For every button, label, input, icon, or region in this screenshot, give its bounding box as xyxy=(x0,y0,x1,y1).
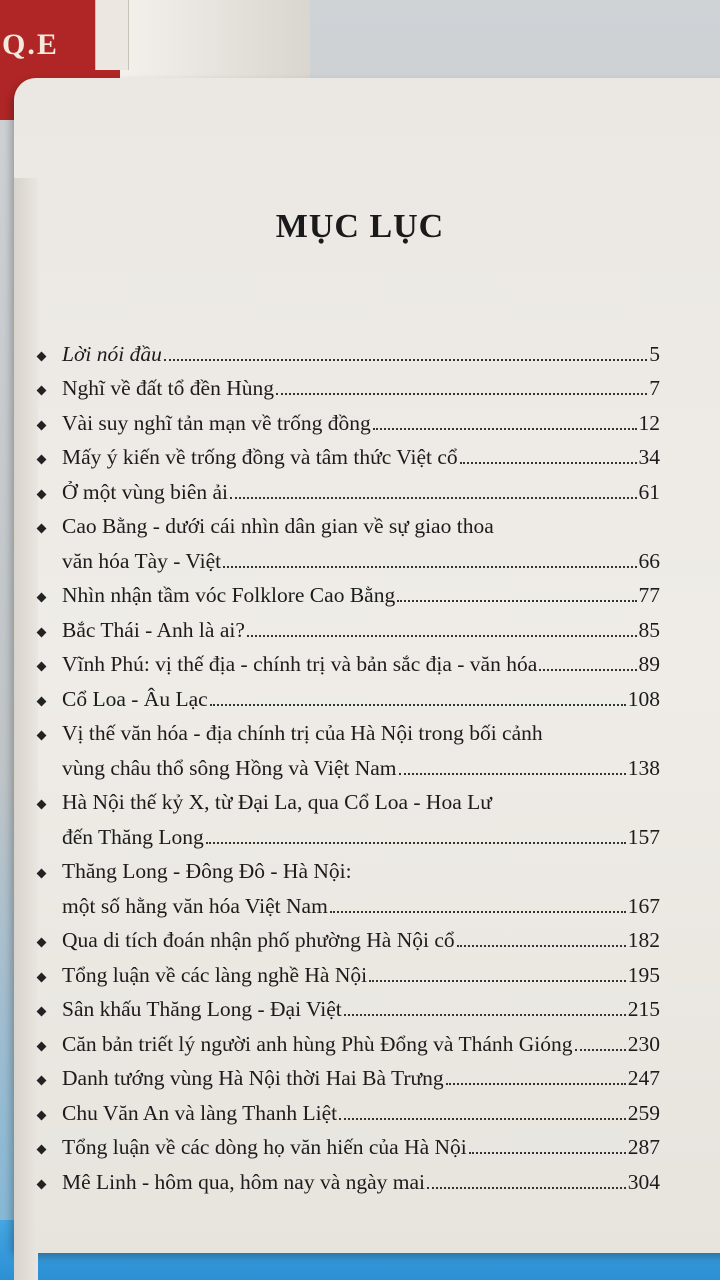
dot-leader xyxy=(460,462,637,464)
toc-page-number: 77 xyxy=(638,583,660,607)
toc-page-number: 304 xyxy=(627,1169,660,1194)
toc-page-number: 287 xyxy=(627,1135,660,1159)
diamond-bullet-icon xyxy=(37,662,47,672)
page-title: MỤC LỤC xyxy=(275,208,445,245)
toc-entry-title: Lời nói đầu xyxy=(62,341,162,366)
toc-entry-continuation xyxy=(38,746,660,781)
table-of-contents xyxy=(38,332,660,1195)
toc-entry-title-continued: văn hóa Tày - Việt xyxy=(62,548,222,573)
toc-page-number: 230 xyxy=(627,1031,660,1056)
toc-entry-title: Căn bản triết lý người anh hùng Phù Đổng và Thánh Gióng xyxy=(62,1031,573,1056)
toc-entry xyxy=(38,850,660,885)
toc-entry-title: Nhìn nhận tầm vóc Folklore Cao Bằng xyxy=(62,583,396,607)
diamond-bullet-icon xyxy=(37,1041,47,1051)
dot-leader xyxy=(457,945,626,947)
background-book-red-lettering: Q.E xyxy=(2,28,59,61)
toc-entry-continuation xyxy=(38,815,660,850)
dot-leader xyxy=(397,600,636,602)
toc-entry-title: Cổ Loa - Âu Lạc xyxy=(62,686,208,711)
toc-page-number: 108 xyxy=(627,686,660,711)
toc-entry xyxy=(38,1160,660,1195)
toc-entry-title: Ở một vùng biên ải xyxy=(62,479,229,504)
toc-entry xyxy=(38,1126,660,1161)
toc-entry-title: Thăng Long - Đông Đô - Hà Nội: xyxy=(62,859,352,883)
background-book-white xyxy=(120,0,310,85)
toc-entry-title: Tổng luận về các dòng họ văn hiến của Hà Nội xyxy=(62,1135,467,1159)
dot-leader xyxy=(344,1014,626,1016)
diamond-bullet-icon xyxy=(37,1179,47,1189)
dot-leader xyxy=(276,393,647,395)
diamond-bullet-icon xyxy=(37,938,47,948)
diamond-bullet-icon xyxy=(37,1110,47,1120)
toc-entry-title: Vĩnh Phú: vị thế địa - chính trị và bản sắc địa - văn hóa xyxy=(62,652,538,676)
dot-leader xyxy=(330,911,626,913)
toc-entry-title: Nghĩ về đất tổ đền Hùng xyxy=(62,376,274,400)
toc-entry-title-continued: đến Thăng Long xyxy=(62,824,204,849)
dot-leader xyxy=(210,704,626,706)
toc-entry-title-continued: vùng châu thổ sông Hồng và Việt Nam xyxy=(62,755,397,780)
toc-entry-title: Mê Linh - hôm qua, hôm nay và ngày mai xyxy=(62,1169,426,1194)
toc-page-number: 12 xyxy=(638,410,660,435)
dot-leader xyxy=(369,980,626,982)
toc-entry xyxy=(38,608,660,643)
toc-entry xyxy=(38,505,660,540)
toc-page-number: 157 xyxy=(627,824,660,849)
diamond-bullet-icon xyxy=(37,972,47,982)
toc-entry xyxy=(38,953,660,988)
toc-page-number: 167 xyxy=(627,893,660,918)
diamond-bullet-icon xyxy=(37,593,47,603)
toc-entry xyxy=(38,677,660,712)
toc-page-number: 138 xyxy=(627,755,660,780)
page-edge-shadow xyxy=(14,178,38,1280)
toc-entry-title: Sân khấu Thăng Long - Đại Việt xyxy=(62,997,342,1021)
diamond-bullet-icon xyxy=(37,1145,47,1155)
diamond-bullet-icon xyxy=(37,1076,47,1086)
dot-leader xyxy=(339,1118,626,1120)
toc-page-number: 7 xyxy=(649,376,660,400)
dot-leader xyxy=(230,497,636,499)
dot-leader xyxy=(539,669,636,671)
toc-entry-title: Qua di tích đoán nhận phố phường Hà Nội cổ xyxy=(62,928,455,952)
diamond-bullet-icon xyxy=(37,386,47,396)
toc-page-number: 195 xyxy=(627,962,660,987)
toc-entry-title-continued: một số hằng văn hóa Việt Nam xyxy=(62,893,328,918)
toc-entry xyxy=(38,712,660,747)
toc-entry xyxy=(38,1091,660,1126)
toc-page-number: 259 xyxy=(627,1100,660,1125)
diamond-bullet-icon xyxy=(37,351,47,361)
diamond-bullet-icon xyxy=(37,455,47,465)
toc-entry xyxy=(38,436,660,471)
diamond-bullet-icon xyxy=(37,1007,47,1017)
dot-leader xyxy=(427,1187,626,1189)
toc-page-number: 89 xyxy=(638,652,660,676)
toc-entry xyxy=(38,919,660,954)
toc-entry xyxy=(38,574,660,609)
toc-page-number: 5 xyxy=(649,341,660,366)
toc-entry-title: Vài suy nghĩ tản mạn về trống đồng xyxy=(62,410,371,435)
diamond-bullet-icon xyxy=(37,731,47,741)
toc-entry-title: Hà Nội thế kỷ X, từ Đại La, qua Cổ Loa - Hoa Lư xyxy=(62,790,492,814)
diamond-bullet-icon xyxy=(37,489,47,499)
toc-entry-title: Chu Văn An và làng Thanh Liệt xyxy=(62,1100,338,1125)
toc-entry xyxy=(38,781,660,816)
toc-entry-title: Mấy ý kiến về trống đồng và tâm thức Việt cổ xyxy=(62,445,458,469)
toc-entry xyxy=(38,988,660,1023)
dot-leader xyxy=(223,566,636,568)
toc-entry-title: Vị thế văn hóa - địa chính trị của Hà Nội trong bối cảnh xyxy=(62,721,543,745)
diamond-bullet-icon xyxy=(37,420,47,430)
toc-entry-continuation xyxy=(38,539,660,574)
toc-entry xyxy=(38,643,660,678)
toc-entry xyxy=(38,367,660,402)
toc-entry-title: Danh tướng vùng Hà Nội thời Hai Bà Trưng xyxy=(62,1066,444,1090)
diamond-bullet-icon xyxy=(37,696,47,706)
toc-entry xyxy=(38,1022,660,1057)
toc-page-number: 247 xyxy=(627,1066,660,1090)
toc-entry-title: Tổng luận về các làng nghề Hà Nội xyxy=(62,962,368,987)
diamond-bullet-icon xyxy=(37,524,47,534)
toc-entry xyxy=(38,1057,660,1092)
toc-page-number: 182 xyxy=(627,928,660,952)
diamond-bullet-icon xyxy=(37,869,47,879)
dot-leader xyxy=(247,635,637,637)
toc-entry-title: Bắc Thái - Anh là ai? xyxy=(62,617,245,642)
dot-leader xyxy=(446,1083,626,1085)
dot-leader xyxy=(373,428,637,430)
toc-entry-continuation xyxy=(38,884,660,919)
toc-entry xyxy=(38,332,660,367)
dot-leader xyxy=(469,1152,626,1154)
toc-entry xyxy=(38,470,660,505)
toc-page-number: 61 xyxy=(638,479,660,504)
toc-page-number: 34 xyxy=(638,445,660,469)
background-book-spine xyxy=(95,0,129,70)
dot-leader xyxy=(164,359,647,361)
diamond-bullet-icon xyxy=(37,627,47,637)
dot-leader xyxy=(399,773,626,775)
dot-leader xyxy=(206,842,626,844)
toc-page-number: 66 xyxy=(638,548,660,573)
diamond-bullet-icon xyxy=(37,800,47,810)
toc-page-number: 85 xyxy=(638,617,660,642)
dot-leader xyxy=(575,1049,626,1051)
toc-page-number: 215 xyxy=(627,997,660,1021)
toc-entry xyxy=(38,401,660,436)
toc-entry-title: Cao Bằng - dưới cái nhìn dân gian về sự giao thoa xyxy=(62,514,494,538)
